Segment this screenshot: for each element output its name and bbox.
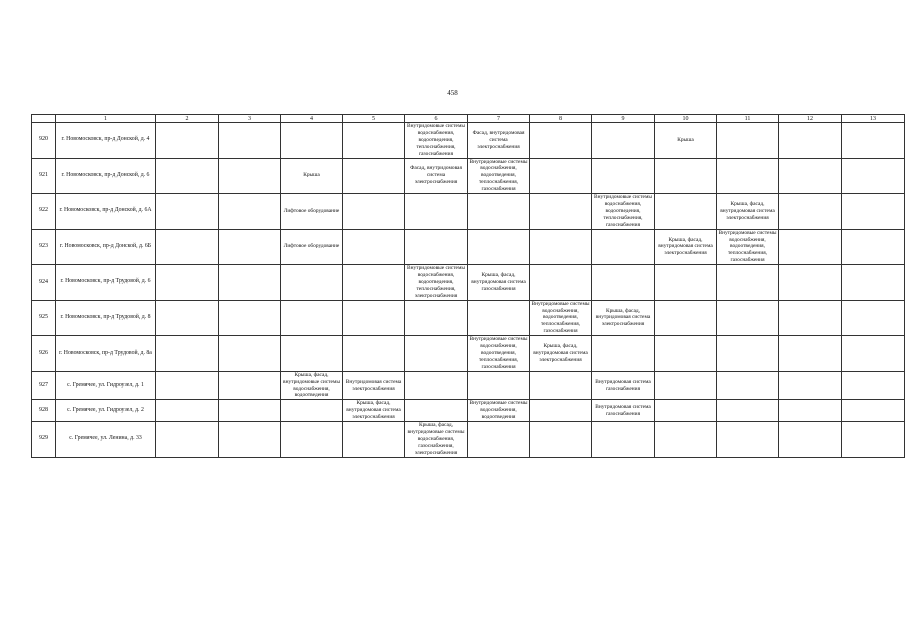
work-cell [343,371,405,400]
work-cell-text: Крыша, фасад, внутридомовая система электроснабжения [595,307,651,328]
table-row [32,371,905,400]
work-cell [219,400,281,422]
table-row [32,336,905,372]
work-cell [343,229,405,265]
work-cell [156,158,219,194]
work-cell [405,229,468,265]
header-cell: 10 [655,115,717,123]
work-cell [343,194,405,230]
work-cell [281,300,343,336]
work-cell [530,229,592,265]
work-cell [779,400,842,422]
work-cell [405,300,468,336]
work-cell [592,265,655,301]
row-number-cell: 925 [32,300,56,336]
row-number-cell: 922 [32,194,56,230]
work-cell [156,300,219,336]
work-cell [592,229,655,265]
work-cell [655,265,717,301]
work-cell [219,422,281,458]
work-cell [281,400,343,422]
address-cell: г. Новомосковск, пр-д Донской, д. 6 [56,158,156,194]
work-cell [779,336,842,372]
header-cell: 13 [842,115,905,123]
address-cell: г. Новомосковск, пр-д Донской, д. 4 [56,123,156,159]
work-cell-text: Крыша [677,136,694,143]
work-cell [592,194,655,230]
work-cell [530,336,592,372]
work-cell-text: Внутридомовые системы водоснабжения, водоотведения, теплоснабжения, электроснабжения [407,265,465,299]
work-cell [717,336,779,372]
work-cell [842,194,905,230]
work-cell [156,265,219,301]
work-cell [842,265,905,301]
table-row [32,422,905,458]
work-cell [468,400,530,422]
work-cell [717,123,779,159]
work-cell [530,300,592,336]
header-cell: 4 [281,115,343,123]
work-cell-text: Крыша, фасад, внутридомовая система газоснабжения [471,272,526,292]
work-cell [219,123,281,159]
work-cell-text: Внутридомовые системы водоснабжения, водоотведения, теплоснабжения, газоснабжения [407,123,465,157]
work-cell [343,123,405,159]
work-cell [156,422,219,458]
work-cell-text: Крыша, фасад, внутридомовая система электроснабжения [720,200,775,221]
work-cell [219,158,281,194]
work-cell [592,300,655,336]
work-cell-text: Крыша, фасад, внутридомовая система электроснабжения [346,400,401,421]
row-number-cell: 921 [32,158,56,194]
work-cell [592,336,655,372]
work-cell [717,265,779,301]
work-cell [842,229,905,265]
address-cell: г. Новомосковск, пр-д Донской, д. 6Б [56,229,156,265]
work-cell [717,400,779,422]
work-cell [468,194,530,230]
work-cell [655,123,717,159]
row-number-cell: 924 [32,265,56,301]
work-cell [655,371,717,400]
work-cell [343,158,405,194]
table-row [32,400,905,422]
work-cell [468,300,530,336]
table-row [32,158,905,194]
row-number-cell: 923 [32,229,56,265]
page-number: 458 [447,89,458,97]
work-cell [655,336,717,372]
work-cell [156,400,219,422]
work-cell [468,123,530,159]
work-cell [281,194,343,230]
work-cell-text: Крыша [303,172,320,179]
work-cell [343,265,405,301]
work-cell [779,422,842,458]
row-number-cell: 929 [32,422,56,458]
work-cell [779,265,842,301]
header-cell: 5 [343,115,405,123]
work-cell [592,158,655,194]
work-cell [156,194,219,230]
work-cell-text: Крыша, фасад, внутридомовая система электроснабжения [533,343,588,363]
work-cell [655,158,717,194]
work-cell [219,229,281,265]
work-cell [405,123,468,159]
work-cell-text: Внутридомовые системы водоснабжения, водоотведения, теплоснабжения, газоснабжения [594,194,652,228]
address-cell: г. Новомосковск, пр-д Трудовой, д. 8а [56,336,156,372]
work-cell [468,336,530,372]
work-cell-text: Лифтовое оборудование [283,207,340,214]
work-cell [468,422,530,458]
work-cell [405,158,468,194]
table-row [32,265,905,301]
work-cell [530,158,592,194]
repair-schedule-table [31,114,905,458]
table-row [32,123,905,159]
work-cell [592,123,655,159]
header-cell: 8 [530,115,592,123]
table-row [32,300,905,336]
work-cell [219,265,281,301]
work-cell [592,371,655,400]
work-cell [530,422,592,458]
work-cell [405,371,468,400]
work-cell [779,158,842,194]
work-cell-text: Внутридомовая система газоснабжения [595,378,651,392]
work-cell [842,371,905,400]
work-cell [156,229,219,265]
work-cell [842,300,905,336]
header-cell: 3 [219,115,281,123]
work-cell [655,300,717,336]
work-cell [779,194,842,230]
work-cell [655,400,717,422]
work-cell [343,336,405,372]
work-cell [219,300,281,336]
work-cell-text: Внутридомовая система электроснабжения [345,378,402,392]
work-cell [343,400,405,422]
work-cell [842,400,905,422]
work-cell [717,422,779,458]
work-cell-text: Фасад, внутридомовая система электроснабжения [472,129,525,150]
work-cell [405,400,468,422]
work-cell-text: Фасад, внутридомовая система электроснабжения [410,165,462,186]
work-cell [343,422,405,458]
work-cell-text: Внутридомовые системы водоснабжения, водоотведения, теплоснабжения, газоснабжения [531,300,590,335]
row-number-cell: 926 [32,336,56,372]
work-cell [281,158,343,194]
header-cell: 2 [156,115,219,123]
work-cell [655,194,717,230]
work-cell-text: Внутридомовые системы водоснабжения, водоотведения [469,400,528,421]
work-cell [592,422,655,458]
work-cell [405,194,468,230]
work-cell [842,336,905,372]
header-row [32,115,905,123]
work-cell [779,123,842,159]
work-cell [468,265,530,301]
work-cell [405,422,468,458]
row-number-cell: 928 [32,400,56,422]
work-cell [468,158,530,194]
work-cell-text: Лифтовое оборудование [283,243,340,250]
header-cell: 9 [592,115,655,123]
work-cell [530,265,592,301]
row-number-cell: 927 [32,371,56,400]
work-cell [468,229,530,265]
work-cell [281,123,343,159]
work-cell [530,371,592,400]
work-cell [281,371,343,400]
header-cell: 1 [56,115,156,123]
header-cell: 7 [468,115,530,123]
work-cell [717,158,779,194]
work-cell [405,265,468,301]
work-cell [281,229,343,265]
work-cell [655,422,717,458]
work-cell-text: Крыша, фасад, внутридомовые системы водоснабжения, газоснабжения, электроснабжения [407,422,465,456]
work-cell [842,123,905,159]
work-cell [779,300,842,336]
work-cell [530,400,592,422]
work-cell [219,371,281,400]
work-cell [717,371,779,400]
work-cell [468,371,530,400]
address-cell: г. Новомосковск, пр-д Трудовой, д. 8 [56,300,156,336]
header-cell: 12 [779,115,842,123]
work-cell [405,336,468,372]
work-cell-text: Внутридомовые системы водоснабжения, водоотведения, теплоснабжения, газоснабжения [469,158,528,193]
header-cell: 6 [405,115,468,123]
work-cell-text: Внутридомовые системы водоснабжения, водоотведения, теплоснабжения, газоснабжения [718,229,777,264]
work-cell [530,123,592,159]
header-cell: 11 [717,115,779,123]
work-cell [156,336,219,372]
work-cell [717,300,779,336]
address-cell: г. Новомосковск, пр-д Трудовой, д. 6 [56,265,156,301]
work-cell [281,422,343,458]
table-row [32,229,905,265]
work-cell-text: Внутридомовая система газоснабжения [595,403,651,417]
row-number-cell: 920 [32,123,56,159]
work-cell [717,229,779,265]
work-cell [842,422,905,458]
work-cell [219,336,281,372]
work-cell [592,400,655,422]
table-row [32,194,905,230]
address-cell: с. Гремячее, ул. Гидроузел, д. 1 [56,371,156,400]
work-cell-text: Внутридомовые системы водоснабжения, водоотведения, теплоснабжения, газоснабжения [469,336,528,370]
work-cell [281,336,343,372]
work-cell [281,265,343,301]
work-cell [219,194,281,230]
work-cell [655,229,717,265]
work-cell [842,158,905,194]
address-cell: с. Гремячее, ул. Гидроузел, д. 2 [56,400,156,422]
table-body [32,123,905,458]
header-cell-num [32,115,56,123]
work-cell [717,194,779,230]
work-cell-text: Крыша, фасад, внутридомовая система электроснабжения [658,236,713,257]
work-cell [156,371,219,400]
work-cell [530,194,592,230]
work-cell [156,123,219,159]
address-cell: г. Новомосковск, пр-д Донской, д. 6А [56,194,156,230]
work-cell-text: Крыша, фасад, внутридомовые системы водоснабжения, водоотведения [283,371,340,399]
address-cell: с. Гремячее, ул. Ленина, д. 33 [56,422,156,458]
work-cell [779,229,842,265]
work-cell [779,371,842,400]
work-cell [343,300,405,336]
